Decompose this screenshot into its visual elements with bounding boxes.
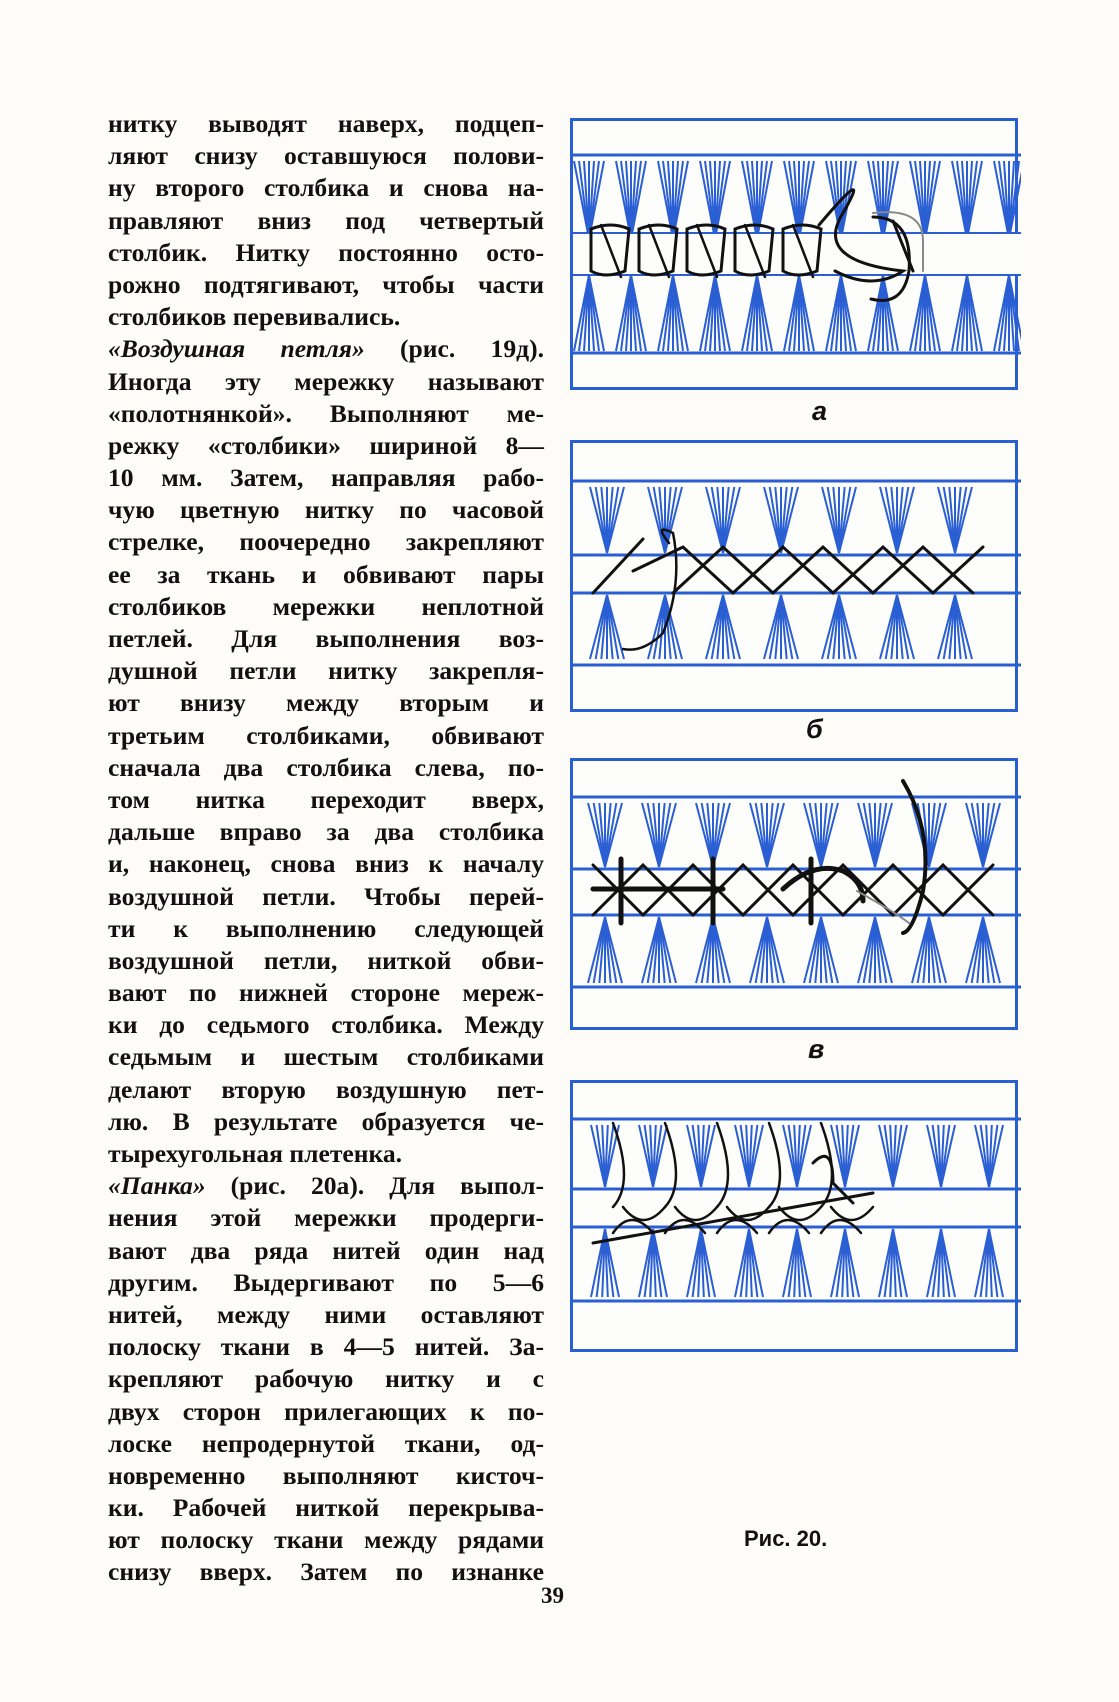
text-line bbox=[108, 1170, 544, 1202]
text-line-content: том нитка переходит вверх, bbox=[108, 784, 544, 814]
text-line bbox=[108, 108, 544, 140]
text-line bbox=[108, 1009, 544, 1041]
text-line bbox=[108, 140, 544, 172]
panka-loop bbox=[665, 1123, 676, 1207]
text-line bbox=[108, 881, 544, 913]
working-thread bbox=[903, 781, 926, 933]
text-line-content: и, наконец, снова вниз к началу bbox=[108, 849, 544, 879]
text-line-content: третьим столбиками, обвивают bbox=[108, 720, 544, 750]
text-line bbox=[108, 848, 544, 880]
text-line-content: нитей, между ними оставляют bbox=[108, 1299, 544, 1329]
text-line bbox=[108, 1556, 544, 1588]
text-line-content: другим. Выдергивают по 5—6 bbox=[108, 1267, 544, 1297]
text-line-content: полоску ткани в 4—5 нитей. За- bbox=[108, 1332, 544, 1362]
text-line-content: дальше вправо за два столбика bbox=[108, 817, 544, 847]
text-line-content: (рис. 19д). bbox=[364, 334, 544, 364]
text-line bbox=[108, 1106, 544, 1138]
text-line-content: ют внизу между вторым и bbox=[108, 688, 544, 718]
panka-loop bbox=[831, 1207, 873, 1220]
text-line-content: рожно подтягивают, чтобы части bbox=[108, 269, 544, 299]
text-line bbox=[108, 1396, 544, 1428]
figure-panel-a bbox=[570, 118, 1018, 390]
italic-term: «Панка» bbox=[108, 1171, 206, 1201]
text-line bbox=[108, 333, 544, 365]
text-line bbox=[108, 1041, 544, 1073]
text-line-content: правляют вниз под четвертый bbox=[108, 205, 544, 235]
needle bbox=[593, 539, 643, 593]
text-line bbox=[108, 366, 544, 398]
text-line-content: двух сторон прилегающих к по- bbox=[108, 1396, 544, 1426]
text-line-content: режку «столбики» шириной 8— bbox=[108, 430, 544, 460]
text-line bbox=[108, 1299, 544, 1331]
text-line-content: чую цветную нитку по часовой bbox=[108, 495, 544, 525]
text-line bbox=[108, 1074, 544, 1106]
figure-panel-d bbox=[570, 1080, 1018, 1352]
text-line-content: 10 мм. Затем, направляя рабо- bbox=[108, 463, 544, 493]
text-line-content: седьмым и шестым столбиками bbox=[108, 1042, 544, 1072]
text-line-content: ну второго столбика и снова на- bbox=[108, 173, 544, 203]
text-line-content: ти к выполнению следующей bbox=[108, 913, 544, 943]
text-line bbox=[108, 269, 544, 301]
text-line-content: стрелке, поочередно закрепляют bbox=[108, 527, 544, 557]
figure-panel-c bbox=[570, 758, 1018, 1030]
text-line bbox=[108, 398, 544, 430]
body-text bbox=[108, 108, 544, 1589]
text-line bbox=[108, 1363, 544, 1395]
text-line bbox=[108, 526, 544, 558]
text-line bbox=[108, 301, 544, 333]
text-line bbox=[108, 559, 544, 591]
text-line bbox=[108, 1138, 544, 1170]
text-line bbox=[108, 1428, 544, 1460]
text-line bbox=[108, 1235, 544, 1267]
text-line-content: душной петли нитку закрепля- bbox=[108, 656, 544, 686]
text-line-content: лоске непродернутой ткани, од- bbox=[108, 1428, 544, 1458]
text-line-content: вают по нижней стороне мереж- bbox=[108, 978, 544, 1008]
text-line bbox=[108, 430, 544, 462]
text-line bbox=[108, 1202, 544, 1234]
text-line bbox=[108, 816, 544, 848]
text-line-content: тырехугольная плетенка. bbox=[108, 1139, 403, 1168]
text-line bbox=[108, 1492, 544, 1524]
text-line bbox=[108, 494, 544, 526]
text-line bbox=[108, 977, 544, 1009]
text-line-content: (рис. 20а). Для выпол- bbox=[205, 1171, 544, 1201]
text-line bbox=[108, 784, 544, 816]
text-line-content: ют полоску ткани между рядами bbox=[108, 1525, 544, 1555]
drawing-a bbox=[573, 121, 1021, 393]
text-line bbox=[108, 687, 544, 719]
text-line bbox=[108, 655, 544, 687]
text-line bbox=[108, 1460, 544, 1492]
text-line-content: сначала два столбика слева, по- bbox=[108, 752, 544, 782]
panka-loop bbox=[717, 1123, 728, 1207]
text-line-content: делают вторую воздушную пет- bbox=[108, 1074, 544, 1104]
text-line bbox=[108, 623, 544, 655]
text-line-content: воздушной петли, ниткой обви- bbox=[108, 945, 544, 975]
panel-label-c: в bbox=[808, 1034, 825, 1064]
text-line-content: воздушной петли. Чтобы перей- bbox=[108, 881, 544, 911]
text-line-content: столбиков перевивались. bbox=[108, 302, 401, 332]
text-line-content: ляют снизу оставшуюся полови- bbox=[108, 141, 544, 171]
drawing-b bbox=[573, 443, 1021, 715]
drawing-d bbox=[573, 1083, 1021, 1355]
figure-panel-b bbox=[570, 440, 1018, 712]
panka-loop bbox=[675, 1207, 717, 1220]
panka-loop bbox=[623, 1207, 665, 1220]
text-line-content: петлей. Для выполнения воз- bbox=[108, 624, 544, 653]
text-line bbox=[108, 945, 544, 977]
panka-loop bbox=[769, 1123, 780, 1207]
text-line bbox=[108, 1331, 544, 1363]
text-line-content: «полотнянкой». Выполняют ме- bbox=[108, 398, 544, 428]
panka-loop bbox=[613, 1123, 624, 1207]
text-line-content: крепляют рабочую нитку и с bbox=[108, 1364, 544, 1394]
text-line-content: Иногда эту мережку называют bbox=[108, 366, 544, 396]
text-line-content: лю. В результате образуется че- bbox=[108, 1106, 544, 1136]
text-line bbox=[108, 1267, 544, 1299]
text-line bbox=[108, 913, 544, 945]
text-line-content: нитку выводят наверх, подцеп- bbox=[108, 109, 544, 138]
text-line-content: новременно выполняют кисточ- bbox=[108, 1460, 544, 1490]
italic-term: «Воздушная петля» bbox=[108, 334, 365, 364]
drawing-c bbox=[573, 761, 1021, 1033]
text-line-content: вают два ряда нитей один над bbox=[108, 1235, 544, 1265]
text-line-content: снизу вверх. Затем по изнанке bbox=[108, 1557, 544, 1587]
text-line bbox=[108, 591, 544, 623]
text-line bbox=[108, 205, 544, 237]
text-line bbox=[108, 752, 544, 784]
page-number: 39 bbox=[541, 1583, 564, 1608]
text-line-content: ки. Рабочей ниткой перекрыва- bbox=[108, 1493, 544, 1523]
text-line bbox=[108, 462, 544, 494]
panel-label-a: а bbox=[812, 396, 828, 426]
figure-caption: Рис. 20. bbox=[744, 1526, 828, 1551]
text-line bbox=[108, 1524, 544, 1556]
text-line-content: ки до седьмого столбика. Между bbox=[108, 1010, 544, 1040]
text-line-content: нения этой мережки продерги- bbox=[108, 1203, 544, 1233]
panel-label-b: б bbox=[806, 714, 823, 744]
text-line-content: столбик. Нитку постоянно осто- bbox=[108, 237, 544, 267]
text-line bbox=[108, 237, 544, 269]
text-line bbox=[108, 720, 544, 752]
text-line-content: ее за ткань и обвивают пары bbox=[108, 559, 544, 589]
text-line bbox=[108, 172, 544, 204]
text-line-content: столбиков мережки неплотной bbox=[108, 591, 544, 621]
